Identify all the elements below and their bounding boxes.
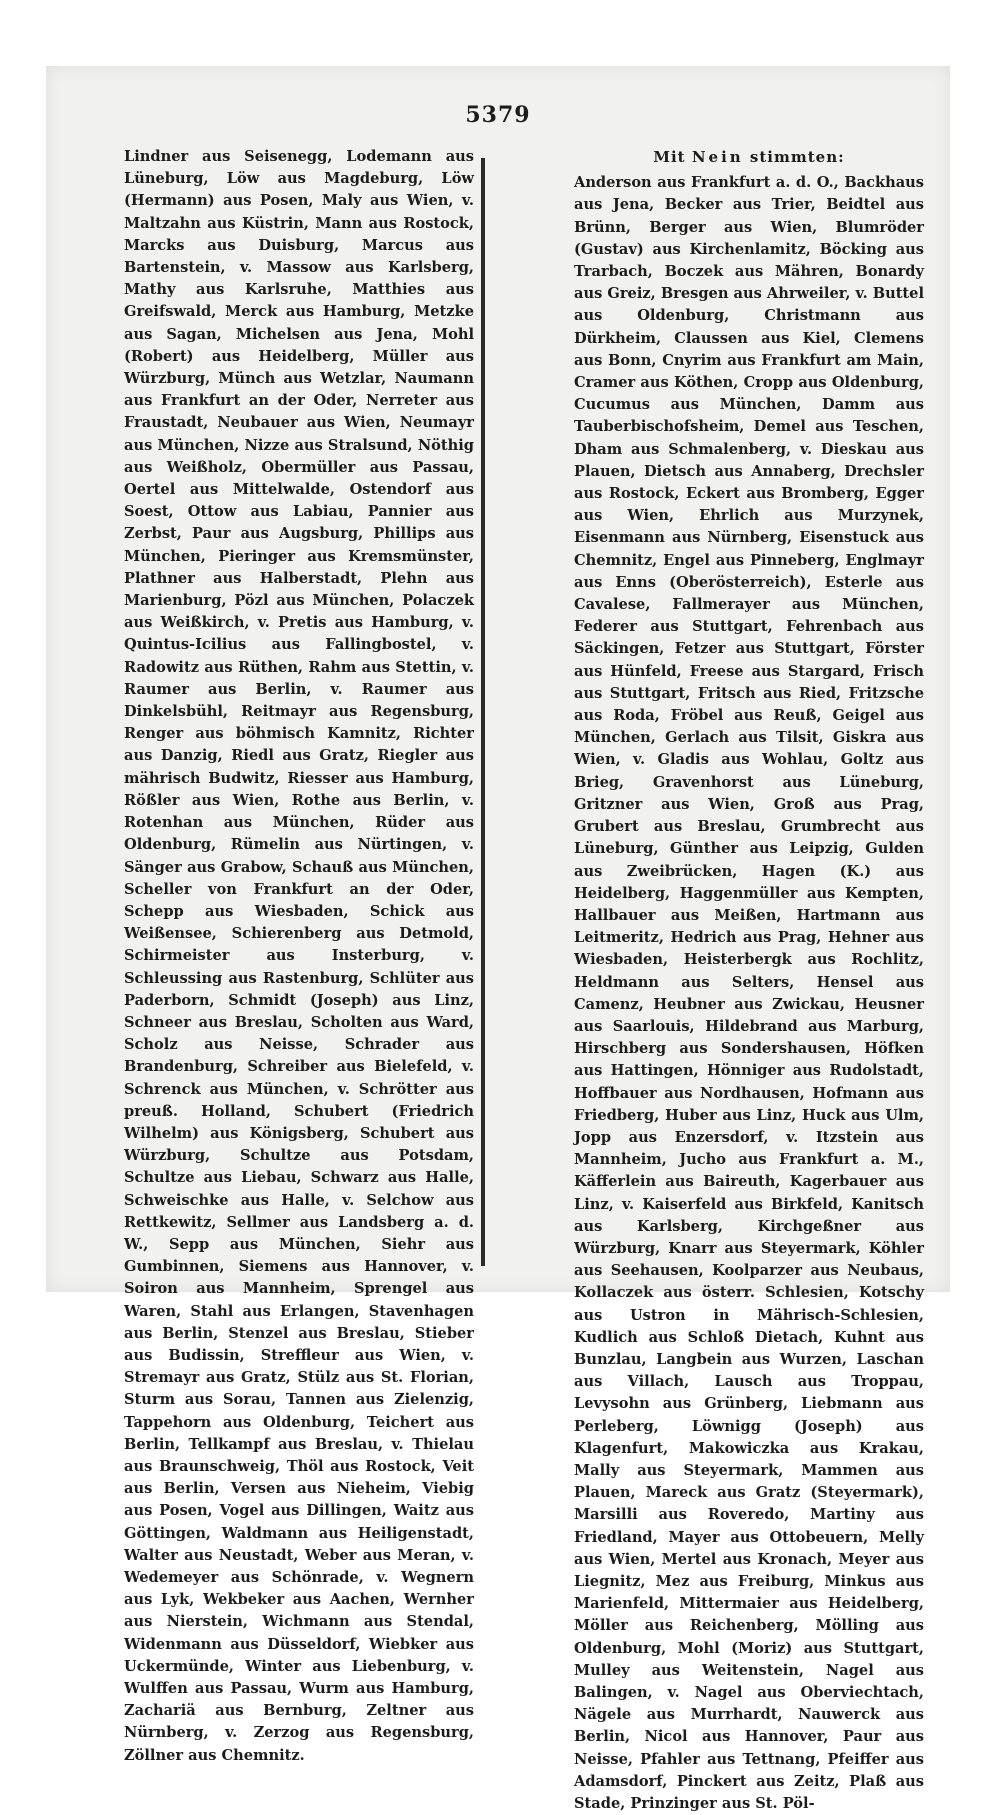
heading-suffix: stimmten: (749, 148, 845, 166)
right-column-text: Anderson aus Frankfurt a. d. O., Backhaus aus Jena, Becker aus Trier, Beidtel aus Brünn, Berger aus Wien, Blumröder (Gustav) aus Kirchenlamitz, Böcking aus Trarbach, Boczek aus Mähren, Bonardy aus Greiz, Bresgen aus Ahrweiler, v. Buttel aus Oldenburg, Christmann aus Dürkheim, Claussen aus Kiel, Clemens aus Bonn, Cnyrim aus Frankfurt am Main, Cramer aus Köthen, Cropp aus Oldenburg, Cucumus aus München, Damm aus Tauberbischofsheim, Demel aus Teschen, Dham aus Schmalenberg, v. Dieskau aus Plauen, Dietsch aus Annaberg, Drechsler aus Rostock, Eckert aus Bromberg, Egger aus Wien, Ehrlich aus Murzynek, Eisenmann aus Nürnberg, Eisenstuck aus Chemnitz, Engel aus Pinneberg, Englmayr aus Enns (Oberösterreich), Esterle aus Cavalese, Fallmerayer aus München, Federer aus Stuttgart, Fehrenbach aus Säckingen, Fetzer aus Stuttgart, Förster aus Hünfeld, Freese aus Stargard, Frisch aus Stuttgart, Fritsch aus Ried, Fritzsche aus Roda, Fröbel aus Reuß, Geigel aus München, Gerlach aus Tilsit, Giskra aus Wien, v. Gladis aus Wohlau, Goltz aus Brieg, Gravenhorst aus Lüneburg, Gritzner aus Wien, Groß aus Prag, Grubert aus Breslau, Grumbrecht aus Lüneburg, Günther aus Leipzig, Gulden aus Zweibrücken, Hagen (K.) aus Heidelberg, Haggenmüller aus Kempten, Hallbauer aus Meißen, Hartmann aus Leitmeritz, Hedrich aus Prag, Hehner aus Wiesbaden, Heisterbergk aus Rochlitz, Heldmann aus Selters, Hensel aus Camenz, Heubner aus Zwickau, Heusner aus Saarlouis, Hildebrand aus Marburg, Hirschberg aus Sondershausen, Höfken aus Hattingen, Hönniger aus Rudolstadt, Hoffbauer aus Nordhausen, Hofmann aus Friedberg, Huber aus Linz, Huck aus Ulm, Jopp aus Enzersdorf, v. Itzstein aus Mannheim, Jucho aus Frankfurt a. M., Käfferlein aus Baireuth, Kagerbauer aus Linz, v. Kaiserfeld aus Birkfeld, Kanitsch aus Karlsberg, Kirchgeßner aus Würzburg, Knarr aus Steyermark, Köhler aus Seehausen, Koolparzer aus Neubaus, Kollaczek aus österr. Schlesien, Kotschy aus Ustron in Mährisch-Schlesien, Kudlich aus Schloß Dietach, Kuhnt aus Bunzlau, Langbein aus Wurzen, Laschan aus Villach, Lausch aus Troppau, Levysohn aus Grünberg, Liebmann aus Perleberg, Löwnigg (Joseph) aus Klagenfurt, Makowiczka aus Krakau, Mally aus Steyermark, Mammen aus Plauen, Mareck aus Gratz (Steyermark), Marsilli aus Roveredo, Martiny aus Friedland, Mayer aus Ottobeuern, Melly aus Wien, Mertel aus Kronach, Meyer aus Liegnitz, Mez aus Freiburg, Minkus aus Marienfeld, Mittermaier aus Heidelberg, Möller aus Reichenberg, Mölling aus Oldenburg, Mohl (Moriz) aus Stuttgart, Mulley aus Weitenstein, Nagel aus Balingen, v. Nagel aus Oberviechtach, Nägele aus Murrhardt, Nauwerck aus Berlin, Nicol aus Hannover, Paur aus Neisse, Pfahler aus Tettnang, Pfeiffer aus Adamsdorf, Pinckert aus Zeitz, Plaß aus Stade, Prinzinger aus St. Pöl- (574, 174, 924, 1813)
column-divider (481, 158, 485, 1266)
vote-heading (574, 146, 924, 168)
newspaper-page (46, 66, 950, 1813)
left-column-text: Lindner aus Seisenegg, Lodemann aus Lüneburg, Löw aus Magdeburg, Löw (Hermann) aus Posen, Maly aus Wien, v. Maltzahn aus Küstrin, Mann aus Rostock, Marcks aus Duisburg, Marcus aus Bartenstein, v. Massow aus Karlsberg, Mathy aus Karlsruhe, Matthies aus Greifswald, Merck aus Hamburg, Metzke aus Sagan, Michelsen aus Jena, Mohl (Robert) aus Heidelberg, Müller aus Würzburg, Münch aus Wetzlar, Naumann aus Frankfurt an der Oder, Nerreter aus Fraustadt, Neubauer aus Wien, Neumayr aus München, Nizze aus Stralsund, Nöthig aus Weißholz, Obermüller aus Passau, Oertel aus Mittelwalde, Ostendorf aus Soest, Ottow aus Labiau, Pannier aus Zerbst, Paur aus Augsburg, Phillips aus München, Pieringer aus Kremsmünster, Plathner aus Halberstadt, Plehn aus Marienburg, Pözl aus München, Polaczek aus Weißkirch, v. Pretis aus Hamburg, v. Quintus-Icilius aus Fallingbostel, v. Radowitz aus Rüthen, Rahm aus Stettin, v. Raumer aus Berlin, v. Raumer aus Dinkelsbühl, Reitmayr aus Regensburg, Renger aus böhmisch Kamnitz, Richter aus Danzig, Riedl aus Gratz, Riegler aus mährisch Budwitz, Riesser aus Hamburg, Rößler aus Wien, Rothe aus Berlin, v. Rotenhan aus München, Rüder aus Oldenburg, Rümelin aus Nürtingen, v. Sänger aus Grabow, Schauß aus München, Scheller von Frankfurt an der Oder, Schepp aus Wiesbaden, Schick aus Weißensee, Schierenberg aus Detmold, Schirmeister aus Insterburg, v. Schleussing aus Rastenburg, Schlüter aus Paderborn, Schmidt (Joseph) aus Linz, Schneer aus Breslau, Scholten aus Ward, Scholz aus Neisse, Schrader aus Brandenburg, Schreiber aus Bielefeld, v. Schrenck aus München, v. Schrötter aus preuß. Holland, Schubert (Friedrich Wilhelm) aus Königsberg, Schubert aus Würzburg, Schultze aus Potsdam, Schultze aus Liebau, Schwarz aus Halle, Schweischke aus Halle, v. Selchow aus Rettkewitz, Sellmer aus Landsberg a. d. W., Sepp aus München, Siehr aus Gumbinnen, Siemens aus Hannover, v. Soiron aus Mannheim, Sprengel aus Waren, Stahl aus Erlangen, Stavenhagen aus Berlin, Stenzel aus Breslau, Stieber aus Budissin, Streffleur aus Wien, v. Stremayr aus Gratz, Stülz aus St. Florian, Sturm aus Sorau, Tannen aus Zielenzig, Tappehorn aus Oldenburg, Teichert aus Berlin, Tellkampf aus Breslau, v. Thielau aus Braunschweig, Thöl aus Rostock, Veit aus Berlin, Versen aus Nieheim, Viebig aus Posen, Vogel aus Dillingen, Waitz aus Göttingen, Waldmann aus Heiligenstadt, Walter aus Neustadt, Weber aus Meran, v. Wedemeyer aus Schönrade, v. Wegnern aus Lyk, Wekbeker aus Aachen, Wernher aus Nierstein, Wichmann aus Stendal, Widenmann aus Düsseldorf, Wiebker aus Uckermünde, Winter aus Liebenburg, v. Wulffen aus Passau, Wurm aus Hamburg, Zachariä aus Bernburg, Zeltner aus Nürnberg, v. Zerzog aus Regensburg, Zöllner aus Chemnitz. (124, 148, 474, 1764)
page-number: 5379 (465, 102, 531, 128)
heading-prefix: Mit (653, 148, 686, 166)
bleed-through-shadow (56, 156, 116, 1156)
left-column (124, 146, 474, 1767)
right-column (574, 146, 924, 1815)
heading-word: Nein (691, 148, 744, 166)
